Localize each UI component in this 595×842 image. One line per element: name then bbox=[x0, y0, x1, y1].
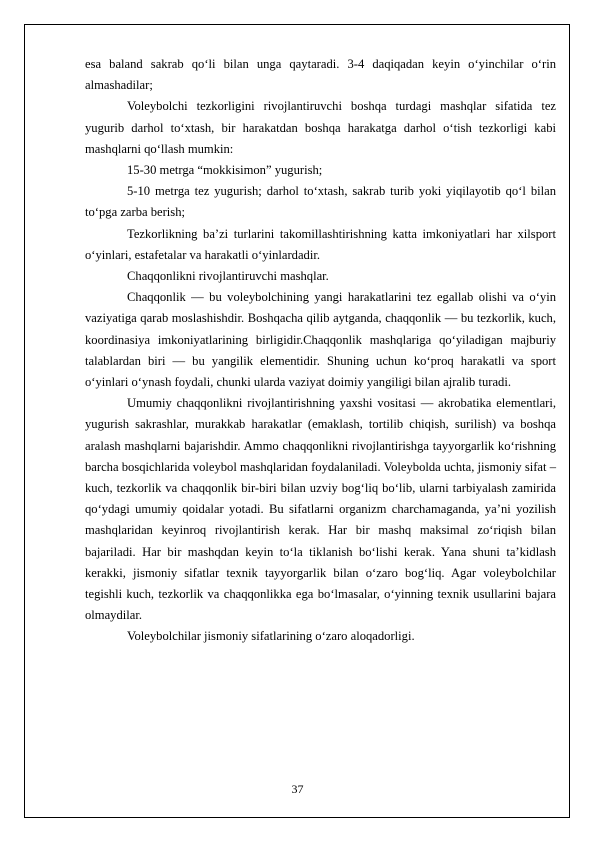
paragraph-4: 5-10 metrga tez yugurish; darhol to‘xtash, sakrab turib yoki yiqilayotib qo‘l bilan to‘pga zarba berish; bbox=[85, 184, 556, 220]
paragraph-8: Umumiy chaqqonlikni rivojlantirishning yaxshi vositasi — akrobatika elementlari, yugurish sakrashlar, murakkab harakatlar (emaklash, tortilib chiqish, surilish) va boshqa aralash mashqlarni bajarishdir. Ammo chaqqonlikni rivojlantirishga tayyorgarlik ko‘rishning barcha bosqichlarida voleybol mashqlaridan foydalaniladi. Voleybolda uchta, jismoniy sifat – kuch, tezkorlik va chaqqonlik bir-biri bilan uzviy bog‘liq bo‘lib, ularni tarbiyalash zamirida qo‘ydagi umumiy qoidalar yotadi. Bu sifatlarni organizm charchamaganda, ya’ni yozilish mashqlaridan keyinroq rivojlantirish kerak. Har bir mashq maksimal zo‘riqish bilan bajariladi. Har bir mashqdan keyin to‘la tiklanish bo‘lishi kerak. Yana shuni ta’kidlash kerakki, jismoniy sifatlar texnik tayyorgarlik bilan o‘zaro bog‘liq. Agar voleybolchilar tegishli kuch, tezkorlik va chaqqonlikka ega bo‘lmasalar, o‘yinning texnik usullarini bajara olmaydilar. bbox=[85, 396, 556, 623]
paragraph-9: Voleybolchilar jismoniy sifatlarining o‘zaro aloqadorligi. bbox=[127, 629, 415, 644]
page-number: 37 bbox=[291, 782, 304, 796]
paragraph-5: Tezkorlikning ba’zi turlarini takomillashtirishning katta imkoniyatlari har xilsport o‘yinlari, estafetalar va harakatli o‘yinlardadir. bbox=[85, 226, 556, 262]
paragraph-2: Voleybolchi tezkorligini rivojlantiruvchi boshqa turdagi mashqlar sifatida tez yugurib darhol to‘xtash, bir harakatdan boshqa harakatga darhol o‘tish tezkorligi kabi mashqlarni qo‘llash mumkin: bbox=[85, 99, 556, 156]
paragraph-6: Chaqqonlikni rivojlantiruvchi mashqlar. bbox=[127, 269, 329, 284]
document-body bbox=[85, 54, 556, 648]
paragraph-3: 15-30 metrga “mokkisimon” yugurish; bbox=[127, 163, 323, 178]
paragraph-1: esa baland sakrab qo‘li bilan unga qaytaradi. 3-4 daqiqadan keyin o‘yinchilar o‘rin almashadilar; bbox=[85, 57, 556, 93]
paragraph-7: Chaqqonlik — bu voleybolchining yangi harakatlarini tez egallab olishi va o‘yin vaziyatiga qarab moslashishdir. Boshqacha qilib aytganda, chaqqonlik — bu tezkorlik, kuch, koordinasiya imkoniyatlarining birligidir.Chaqqonlik mashqlariga qo‘yiladigan majburiy talablardan biri — bu yangilik elementidir. Shuning uchun ko‘proq harakatli va sport o‘yinlari o‘ynash foydali, chunki ularda vaziyat doimiy yangiligi bilan ajralib turadi. bbox=[85, 290, 556, 390]
